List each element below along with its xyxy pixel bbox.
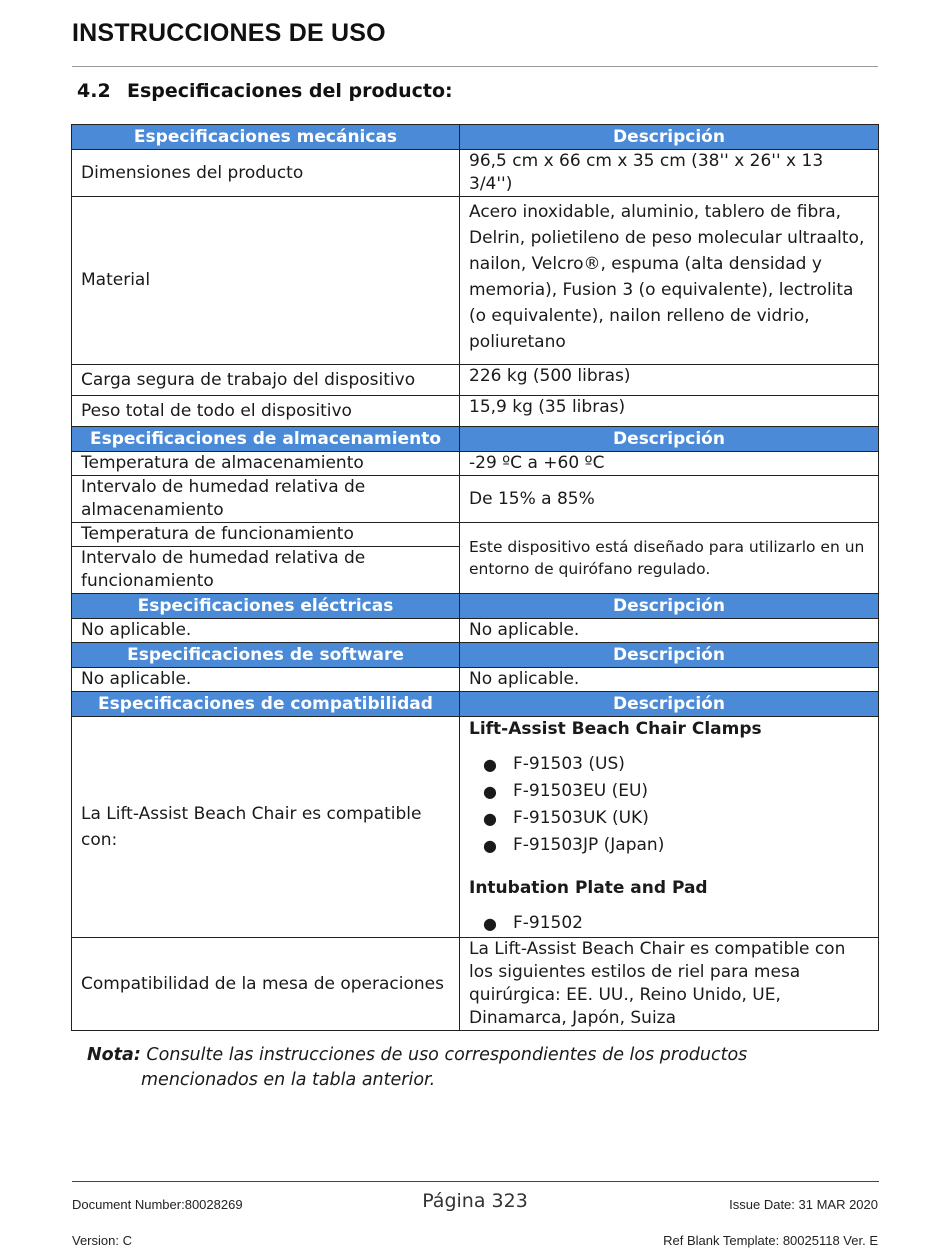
row-value: De 15% a 85%: [460, 476, 879, 523]
row-value: La Lift-Assist Beach Chair es compatible con los siguientes estilos de riel para mesa quirúrgica: EE. UU., Reino Unido, UE, Dinamarca, Japón, Suiza: [460, 938, 879, 1031]
table-row: [72, 717, 879, 938]
table-header-row: [72, 125, 879, 150]
bullet-icon: ●: [483, 755, 497, 774]
row-value: 96,5 cm x 66 cm x 35 cm (38'' x 26'' x 13 3/4''): [460, 150, 879, 197]
item-text: F-91503JP (Japan): [513, 835, 665, 855]
bullet-icon: ●: [483, 782, 497, 801]
table-row: [72, 365, 879, 396]
mechanical-header: Especificaciones mecánicas: [72, 125, 460, 150]
description-header: Descripción: [460, 643, 879, 668]
row-label: No aplicable.: [72, 619, 460, 643]
item-text: F-91502: [513, 913, 583, 933]
table-row: [72, 197, 879, 365]
row-label: No aplicable.: [72, 668, 460, 692]
description-header: Descripción: [460, 125, 879, 150]
row-label: Compatibilidad de la mesa de operaciones: [72, 938, 460, 1031]
compatibility-header: Especificaciones de compatibilidad: [72, 692, 460, 717]
table-row: [72, 396, 879, 427]
list-item: [469, 805, 869, 832]
list-item: [469, 751, 869, 778]
bullet-icon: ●: [483, 836, 497, 855]
row-label: Peso total de todo el dispositivo: [72, 396, 460, 427]
table-row: [72, 668, 879, 692]
footer-issue-date: Issue Date: 31 MAR 2020: [729, 1197, 878, 1212]
item-text: F-91503UK (UK): [513, 808, 649, 828]
title-divider: [72, 66, 878, 67]
row-label: Intervalo de humedad relativa de funcionamiento: [72, 547, 460, 594]
description-header: Descripción: [460, 427, 879, 452]
item-text: F-91503 (US): [513, 754, 625, 774]
row-label: Temperatura de funcionamiento: [72, 523, 460, 547]
electrical-header: Especificaciones eléctricas: [72, 594, 460, 619]
bullet-icon: ●: [483, 914, 497, 933]
compat-group-title: Intubation Plate and Pad: [469, 878, 708, 898]
table-row: [72, 150, 879, 197]
compat-list: [469, 751, 869, 859]
row-label: Material: [72, 197, 460, 365]
footer-document-number: Document Number:80028269: [72, 1197, 243, 1212]
list-item: [469, 910, 869, 937]
note-label: Nota:: [87, 1045, 141, 1065]
bullet-icon: ●: [483, 809, 497, 828]
compat-list: [469, 910, 869, 937]
section-heading: [77, 80, 453, 102]
note: [87, 1043, 807, 1093]
list-item: [469, 778, 869, 805]
footer-page-number: Página 323: [422, 1190, 528, 1212]
row-value: No aplicable.: [460, 668, 879, 692]
description-header: Descripción: [460, 692, 879, 717]
row-label: Temperatura de almacenamiento: [72, 452, 460, 476]
specifications-table: [71, 124, 879, 1031]
row-value: 15,9 kg (35 libras): [460, 396, 879, 427]
row-value: No aplicable.: [460, 619, 879, 643]
table-row: [72, 476, 879, 523]
table-header-row: [72, 594, 879, 619]
table-row: [72, 619, 879, 643]
item-text: F-91503EU (EU): [513, 781, 649, 801]
software-header: Especificaciones de software: [72, 643, 460, 668]
row-label: La Lift-Assist Beach Chair es compatible con:: [72, 717, 460, 938]
row-value: -29 ºC a +60 ºC: [460, 452, 879, 476]
storage-header: Especificaciones de almacenamiento: [72, 427, 460, 452]
compat-group-title: Lift-Assist Beach Chair Clamps: [469, 719, 762, 739]
table-row: [72, 523, 879, 547]
section-number: 4.2: [77, 80, 111, 102]
footer-template: Ref Blank Template: 80025118 Ver. E: [663, 1233, 878, 1248]
note-text-line1: Consulte las instrucciones de uso correspondientes de los productos: [146, 1045, 748, 1065]
row-label: Dimensiones del producto: [72, 150, 460, 197]
footer-version: Version: C: [72, 1233, 132, 1248]
note-text-line2: mencionados en la tabla anterior.: [141, 1070, 436, 1090]
compatibility-list-cell: [460, 717, 879, 938]
row-label: Carga segura de trabajo del dispositivo: [72, 365, 460, 396]
table-row: [72, 938, 879, 1031]
table-row: [72, 452, 879, 476]
document-title: INSTRUCCIONES DE USO: [72, 19, 386, 47]
table-header-row: [72, 692, 879, 717]
row-value: Este dispositivo está diseñado para utilizarlo en un entorno de quirófano regulado.: [460, 523, 879, 594]
row-label: Intervalo de humedad relativa de almacenamiento: [72, 476, 460, 523]
section-title: Especificaciones del producto:: [127, 80, 453, 102]
row-value: Acero inoxidable, aluminio, tablero de fibra, Delrin, polietileno de peso molecular ultraalto, nailon, Velcro®, espuma (alta densidad y memoria), Fusion 3 (o equivalente), lectrolita (o equivalente), nailon relleno de vidrio, poliuretano: [460, 197, 879, 365]
table-header-row: [72, 427, 879, 452]
list-item: [469, 832, 869, 859]
row-value: 226 kg (500 libras): [460, 365, 879, 396]
description-header: Descripción: [460, 594, 879, 619]
table-header-row: [72, 643, 879, 668]
footer-divider: [72, 1181, 879, 1182]
